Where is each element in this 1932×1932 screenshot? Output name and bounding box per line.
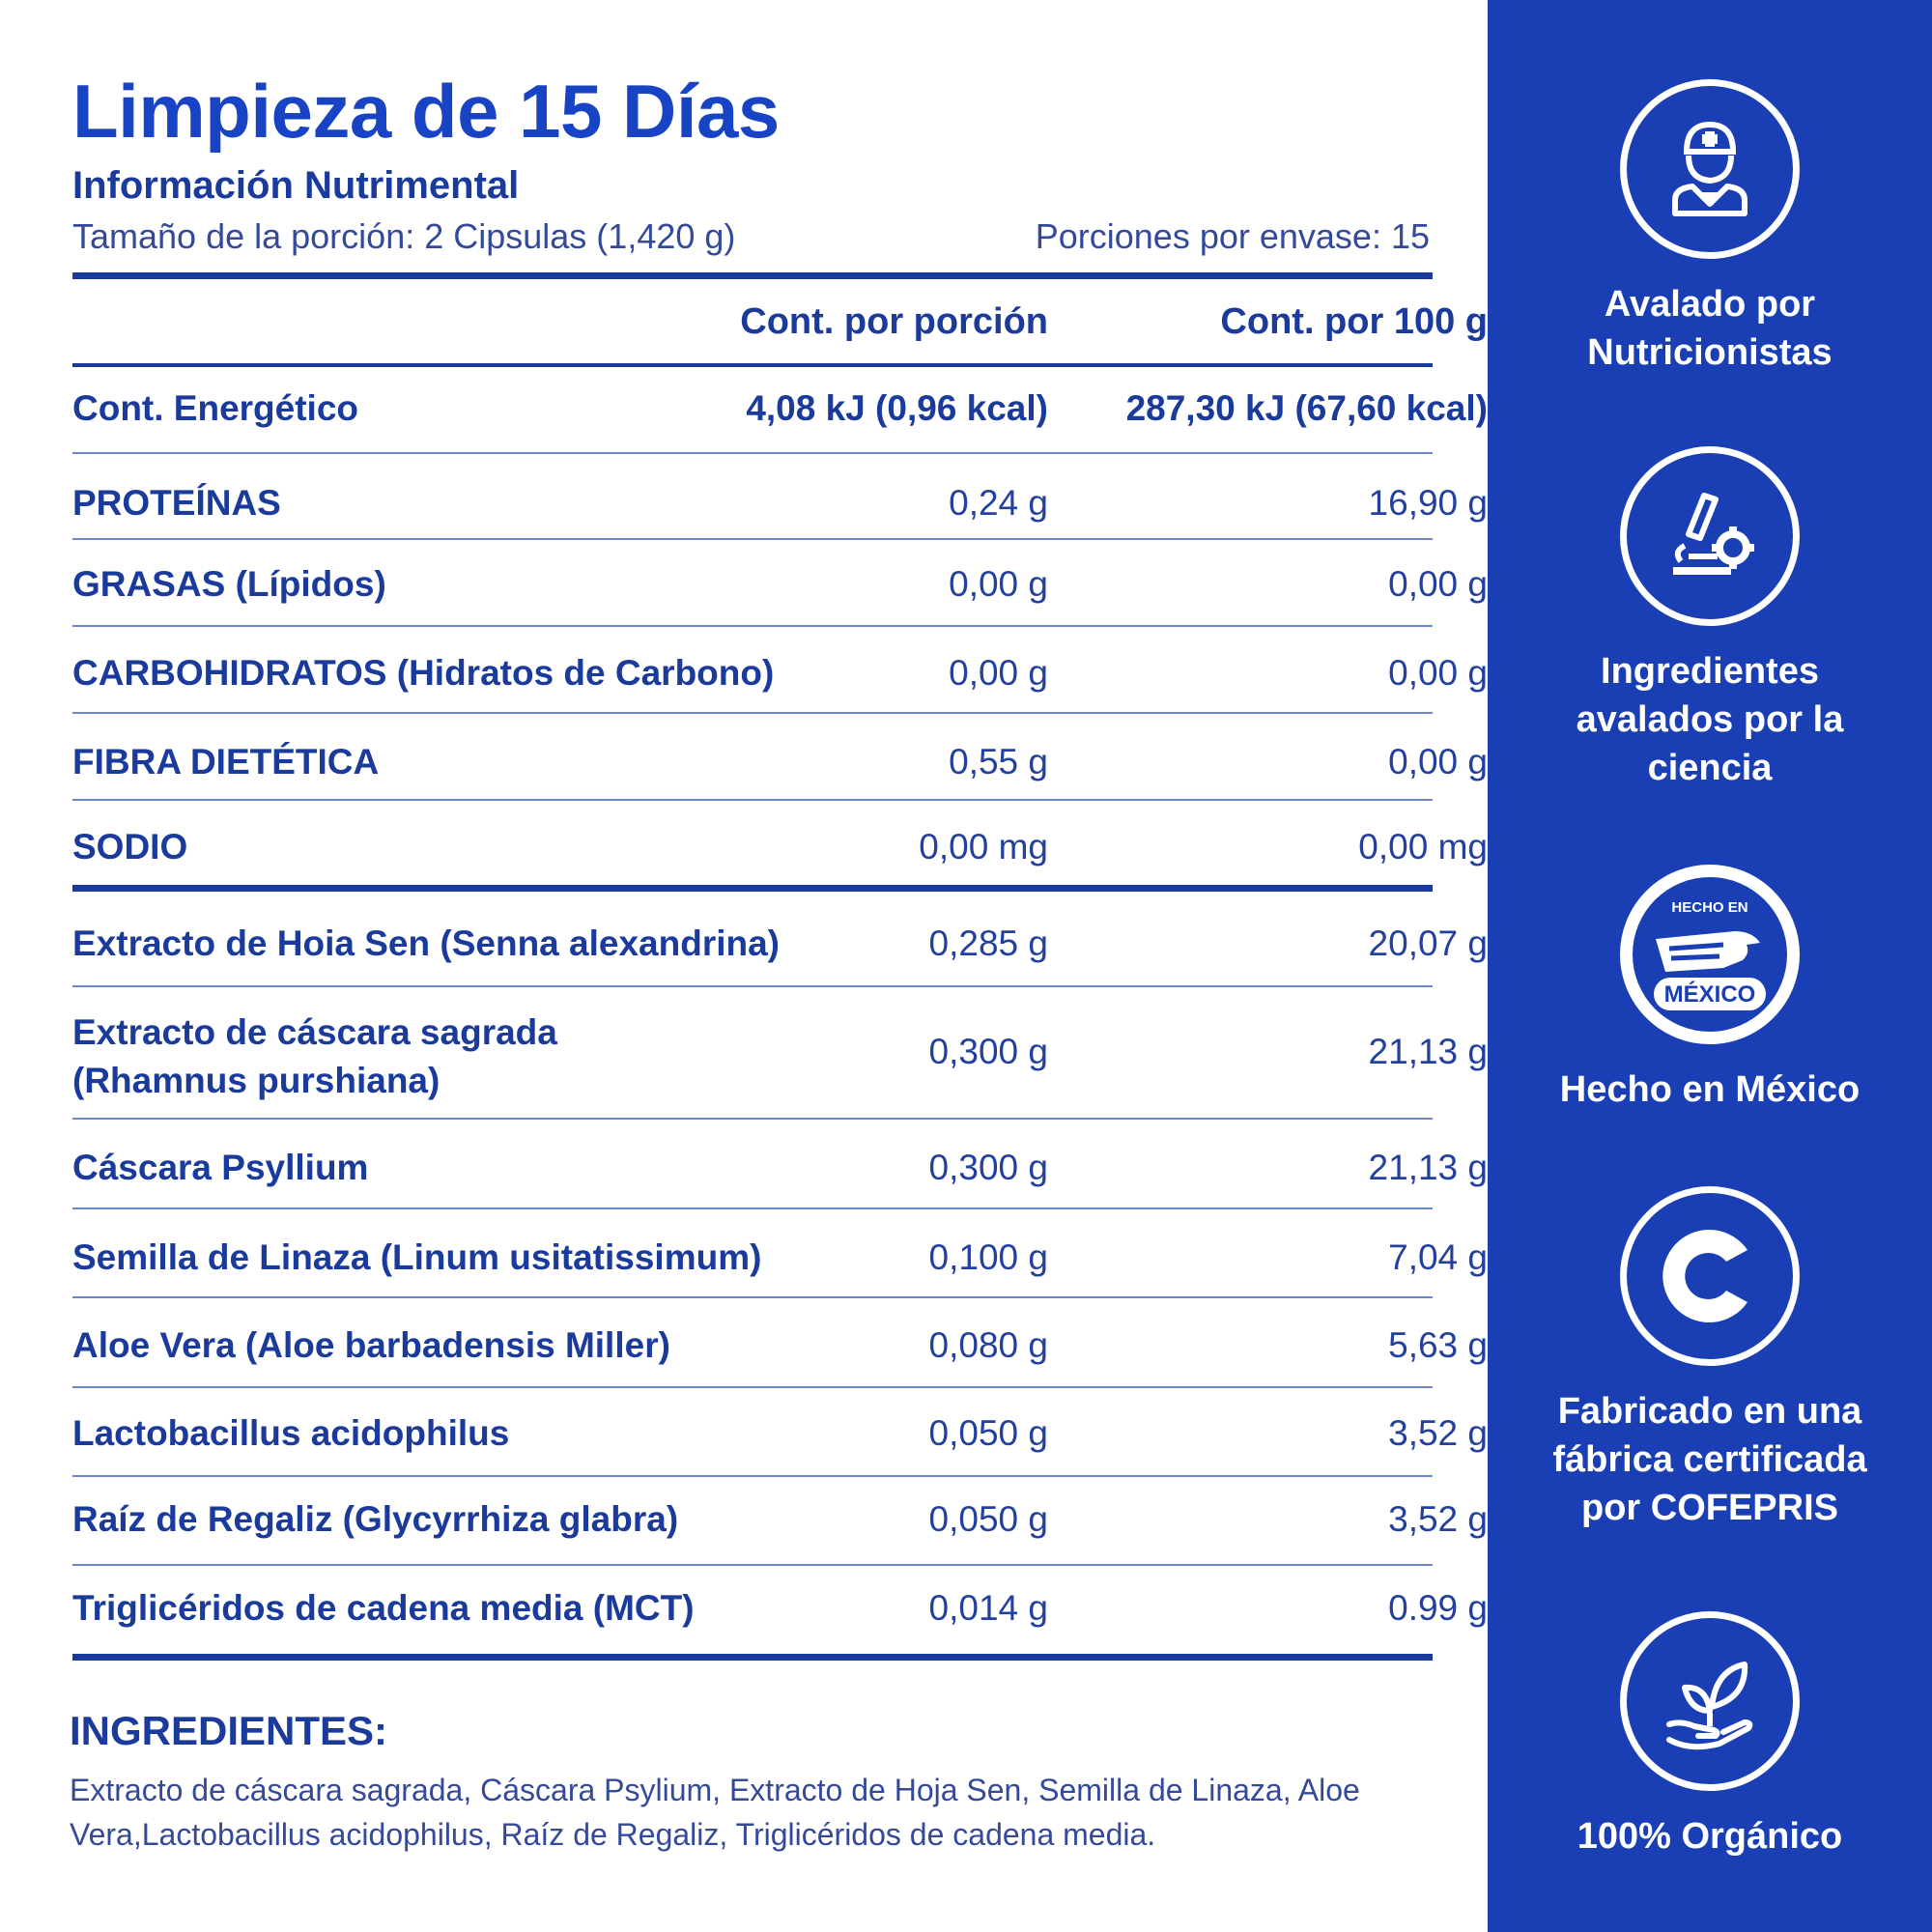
divider xyxy=(72,452,1433,454)
nutrient-per-100g: 16,90 g xyxy=(1368,483,1488,523)
extract-per-serving: 0,050 g xyxy=(928,1413,1048,1453)
extract-per-100g: 21,13 g xyxy=(1368,1032,1488,1071)
badge-organic xyxy=(1488,1611,1932,1861)
extract-per-serving: 0,100 g xyxy=(928,1237,1048,1277)
nutrient-label: FIBRA DIETÉTICA xyxy=(72,742,380,781)
badge-label-line: Avalado por xyxy=(1604,284,1816,325)
extract-label: Raíz de Regaliz (Glycyrrhiza glabra) xyxy=(72,1499,679,1539)
nutrient-per-100g: 0,00 g xyxy=(1388,653,1488,693)
energy-per-serving: 4,08 kJ (0,96 kcal) xyxy=(746,388,1048,428)
extract-per-100g: 3,52 g xyxy=(1388,1413,1488,1453)
nutrient-per-serving: 0,24 g xyxy=(949,483,1048,523)
extract-label: Lactobacillus acidophilus xyxy=(72,1413,510,1453)
divider xyxy=(72,1386,1433,1388)
energy-per-100g: 287,30 kJ (67,60 kcal) xyxy=(1125,388,1488,428)
extract-per-serving: 0,050 g xyxy=(928,1499,1048,1539)
seal-top-text: HECHO EN xyxy=(1671,899,1748,916)
cofepris-icon xyxy=(1620,1186,1800,1366)
badge-mexico xyxy=(1488,865,1932,1114)
extract-per-100g: 7,04 g xyxy=(1388,1237,1488,1277)
divider xyxy=(72,272,1433,279)
extract-label: Semilla de Linaza (Linum usitatissimum) xyxy=(72,1237,762,1277)
extract-per-serving: 0,300 g xyxy=(928,1032,1048,1071)
nutrient-per-100g: 0,00 mg xyxy=(1358,827,1488,867)
ingredients-title: INGREDIENTES: xyxy=(70,1708,388,1753)
seal-bottom-text: MÉXICO xyxy=(1663,981,1756,1008)
badge-cofepris xyxy=(1488,1186,1932,1532)
nutritionist-icon xyxy=(1620,79,1800,259)
nutrient-label: GRASAS (Lípidos) xyxy=(72,564,386,604)
divider xyxy=(72,1296,1433,1298)
badge-label-line: avalados por la xyxy=(1576,699,1844,740)
divider xyxy=(72,1654,1433,1661)
badge-nutritionists xyxy=(1488,79,1932,377)
extract-label: Triglicéridos de cadena media (MCT) xyxy=(72,1588,695,1628)
extract-label xyxy=(72,1009,557,1105)
divider xyxy=(72,712,1433,714)
column-header-per-serving: Cont. por porción xyxy=(740,301,1048,342)
badge-label-line: Nutricionistas xyxy=(1587,332,1833,373)
extract-label: Aloe Vera (Aloe barbadensis Miller) xyxy=(72,1325,670,1365)
divider xyxy=(72,1564,1433,1566)
product-title: Limpieza de 15 Días xyxy=(72,69,780,154)
badge-label-line: ciencia xyxy=(1647,748,1773,788)
nutrient-per-serving: 0,00 g xyxy=(949,564,1048,604)
energy-label: Cont. Energético xyxy=(72,388,359,428)
servings-per-container: Porciones por envase: 15 xyxy=(1035,216,1430,256)
badge-label-line: Hecho en México xyxy=(1559,1069,1861,1110)
extract-label-line2: (Rhamnus purshiana) xyxy=(72,1061,440,1100)
divider xyxy=(72,625,1433,627)
nutrient-per-serving: 0,00 g xyxy=(949,653,1048,693)
nutrition-subtitle: Información Nutrimental xyxy=(72,164,520,207)
nutrient-label: PROTEÍNAS xyxy=(72,483,281,523)
badge-label-line: 100% Orgánico xyxy=(1577,1816,1843,1857)
badge-label-line: por COFEPRIS xyxy=(1580,1488,1839,1528)
nutrient-per-100g: 0,00 g xyxy=(1388,742,1488,781)
badge-label-line: fábrica certificada xyxy=(1552,1439,1867,1480)
extract-per-100g: 0.99 g xyxy=(1388,1588,1488,1628)
column-header-per-100g: Cont. por 100 g xyxy=(1220,301,1488,342)
badge-label-line: Ingredientes xyxy=(1601,651,1819,692)
microscope-icon xyxy=(1620,446,1800,626)
extract-per-100g: 5,63 g xyxy=(1388,1325,1488,1365)
nutrient-per-serving: 0,00 mg xyxy=(919,827,1048,867)
extract-label-line1: Extracto de cáscara sagrada xyxy=(72,1012,557,1052)
nutrient-per-100g: 0,00 g xyxy=(1388,564,1488,604)
divider xyxy=(72,985,1433,987)
badge-label-line: Fabricado en una xyxy=(1557,1391,1862,1432)
extract-per-serving: 0,080 g xyxy=(928,1325,1048,1365)
nutrient-per-serving: 0,55 g xyxy=(949,742,1048,781)
extract-per-100g: 21,13 g xyxy=(1368,1148,1488,1187)
extract-per-serving: 0,014 g xyxy=(928,1588,1048,1628)
hecho-en-mexico-icon xyxy=(1620,865,1800,1044)
divider xyxy=(72,799,1433,801)
extract-label: Extracto de Hoia Sen (Senna alexandrina) xyxy=(72,923,780,963)
divider xyxy=(72,363,1433,367)
extract-label: Cáscara Psyllium xyxy=(72,1148,369,1187)
divider xyxy=(72,885,1433,892)
badge-science xyxy=(1488,446,1932,792)
extract-per-serving: 0,285 g xyxy=(928,923,1048,963)
extract-per-serving: 0,300 g xyxy=(928,1148,1048,1187)
extract-per-100g: 3,52 g xyxy=(1388,1499,1488,1539)
divider xyxy=(72,1208,1433,1209)
organic-leaf-icon xyxy=(1620,1611,1800,1791)
serving-size: Tamaño de la porción: 2 Cipsulas (1,420 g) xyxy=(72,216,736,256)
divider xyxy=(72,1475,1433,1477)
ingredients-text: Extracto de cáscara sagrada, Cáscara Psylium, Extracto de Hoja Sen, Semilla de Linaza, Aloe Vera,Lactobacillus acidophilus, Raíz de Regaliz, Triglicéridos de cadena media. xyxy=(70,1773,1360,1852)
divider xyxy=(72,1118,1433,1120)
nutrient-label: SODIO xyxy=(72,827,188,867)
divider xyxy=(72,538,1433,540)
extract-per-100g: 20,07 g xyxy=(1368,923,1488,963)
nutrient-label: CARBOHIDRATOS (Hidratos de Carbono) xyxy=(72,653,775,693)
